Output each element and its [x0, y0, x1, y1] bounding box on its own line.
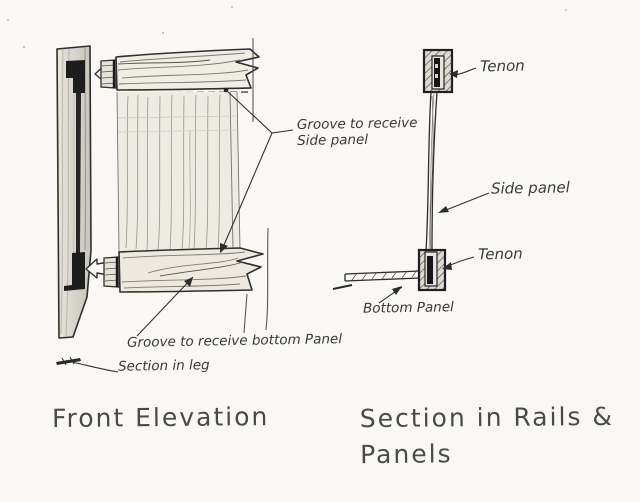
bottom-tenon-shape	[427, 256, 433, 284]
section-in-leg-leader	[72, 362, 118, 372]
label-tenon-top: Tenon	[479, 56, 525, 76]
paper-specks	[7, 6, 567, 48]
side-panel-leader	[441, 193, 489, 212]
label-groove-side-line1: Groove to receive	[296, 114, 418, 134]
top-tenon-highlight	[435, 64, 438, 68]
front-elevation-view	[101, 38, 268, 333]
caption-section-rails	[360, 399, 615, 473]
label-bottom-panel: Bottom Panel	[362, 299, 454, 317]
top-tenon-highlight2	[435, 74, 438, 78]
label-groove-side-line2: Side panel	[297, 131, 369, 150]
label-groove-bottom-panel: Groove to receive bottom Panel	[126, 331, 343, 351]
leg-section-view	[56, 46, 91, 365]
side-panel-section-lines	[426, 92, 437, 252]
label-tenon-bottom: Tenon	[477, 244, 523, 264]
caption-front-elevation: Front Elevation	[51, 402, 270, 433]
top-rail	[116, 49, 259, 90]
bottom-panel-strip	[333, 270, 420, 289]
caption-section-line1: Section in Rails &	[359, 401, 615, 434]
label-side-panel: Side panel	[490, 178, 570, 198]
top-tenon-shape	[434, 58, 440, 87]
side-panel-arrowhead	[438, 206, 449, 213]
leg-bottom-section-mark	[56, 358, 81, 365]
rails-section-view	[333, 50, 452, 290]
label-section-in-leg: Section in leg	[117, 357, 210, 375]
label-groove-side-panel	[297, 115, 418, 149]
caption-section-line2: Panels	[360, 439, 453, 470]
bottom-panel-arrowhead	[392, 286, 402, 295]
